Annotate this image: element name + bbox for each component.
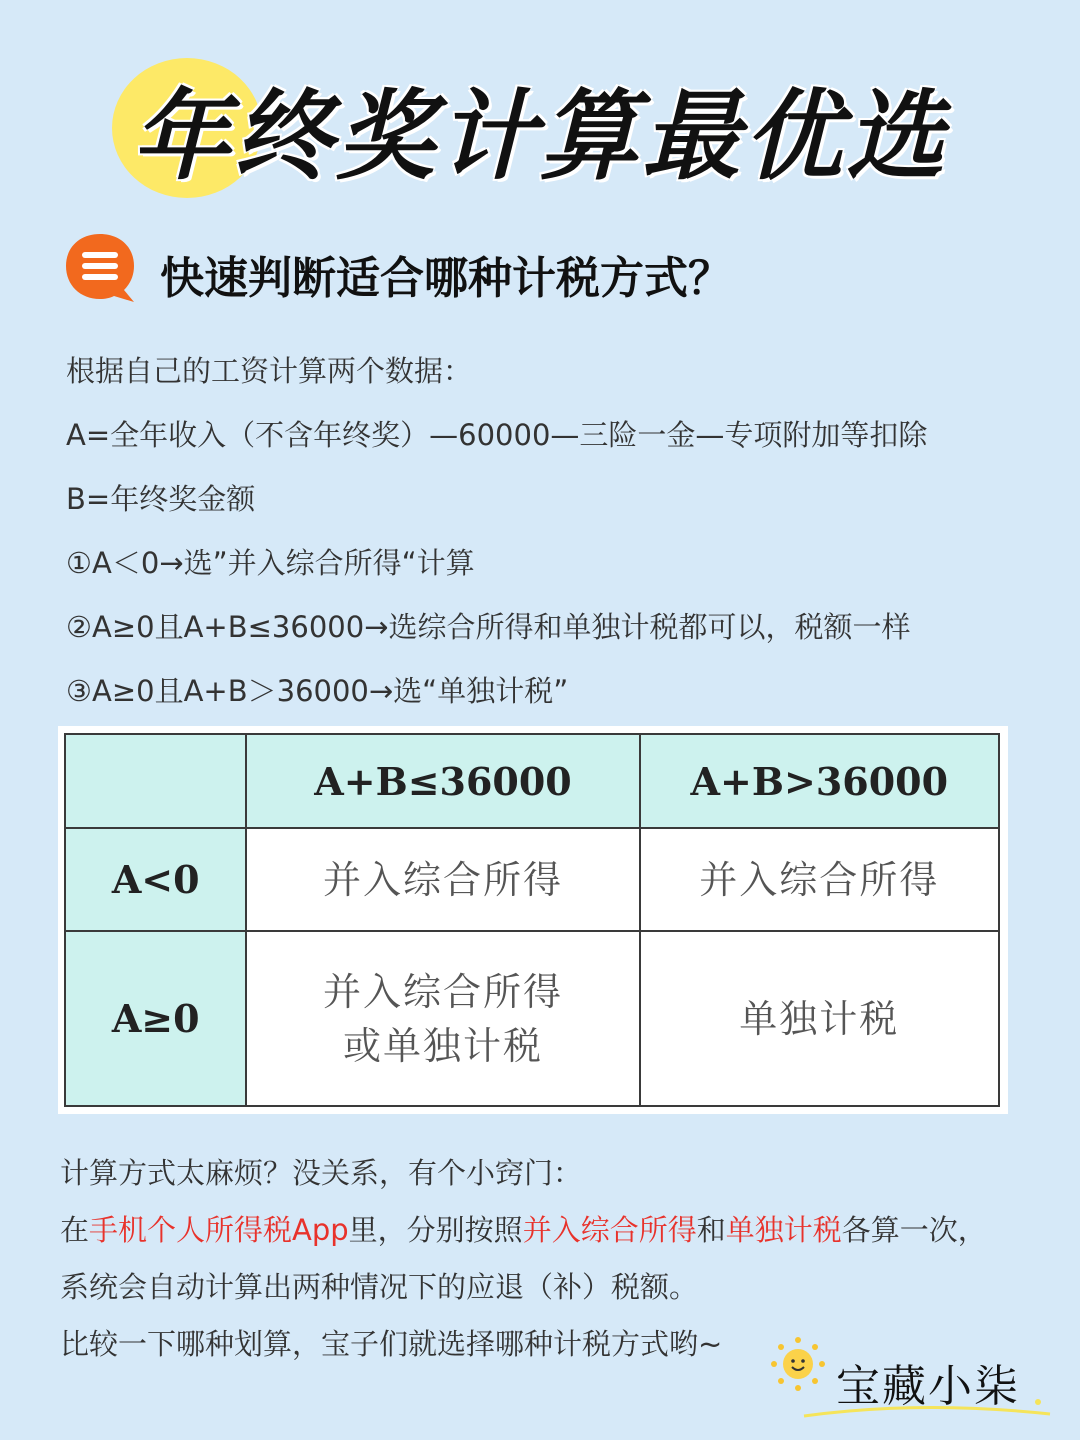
tip-line-4: 比较一下哪种划算，宝子们就选择哪种计税方式哟~ (60, 1327, 723, 1361)
rule-2: ②A≥0且A+B≤36000→选综合所得和单独计税都可以，税额一样 (66, 610, 911, 644)
tip-highlight-combined: 并入综合所得 (522, 1213, 697, 1247)
decision-table-card (58, 726, 1008, 1114)
tip-highlight-app: 手机个人所得税App (89, 1213, 349, 1247)
tip-text: 在 (60, 1213, 90, 1247)
table-cell: 单独计税 (640, 931, 999, 1106)
brand-signature (770, 1336, 1060, 1426)
table-corner-cell (65, 734, 246, 828)
tip-line-3: 系统会自动计算出两种情况下的应退（补）税额。 (60, 1270, 699, 1304)
table-cell: 并入综合所得 或单独计税 (246, 931, 639, 1106)
rule-1: ①A＜0→选”并入综合所得“计算 (66, 546, 475, 580)
tip-line-2 (60, 1203, 1050, 1260)
row-header-a-negative: A<0 (65, 828, 246, 931)
title-area (0, 40, 1080, 194)
formula-a: A=全年收入（不含年终奖）—60000—三险一金—专项附加等扣除 (66, 418, 928, 452)
tip-highlight-separate: 单独计税 (725, 1213, 842, 1247)
col-header-gt-36000: A+B>36000 (640, 734, 999, 828)
brand-underline (800, 1396, 1058, 1422)
tip-text: 里，分别按照 (348, 1213, 523, 1247)
tip-text: 和 (696, 1213, 726, 1247)
col-header-le-36000: A+B≤36000 (246, 734, 639, 828)
table-cell: 并入综合所得 (640, 828, 999, 931)
tip-line-1: 计算方式太麻烦？没关系，有个小窍门： (60, 1156, 583, 1190)
tip-text: 各算一次， (841, 1213, 987, 1247)
list-bubble-icon (64, 232, 136, 304)
decision-table (64, 733, 1000, 1107)
row-header-a-nonnegative: A≥0 (65, 931, 246, 1106)
section-heading: 快速判断适合哪种计税方式？ (160, 253, 732, 304)
page-title: 年终奖计算最优选 (131, 80, 948, 194)
table-cell: 并入综合所得 (246, 828, 639, 931)
sun-icon (770, 1336, 826, 1392)
intro-block (66, 346, 1026, 730)
rule-3: ③A≥0且A+B＞36000→选“单独计税” (66, 674, 569, 708)
brand-name: 宝藏小柒 (836, 1361, 1020, 1412)
section-header (64, 228, 964, 308)
intro-line: 根据自己的工资计算两个数据： (66, 354, 473, 388)
formula-b: B=年终奖金额 (66, 482, 256, 516)
